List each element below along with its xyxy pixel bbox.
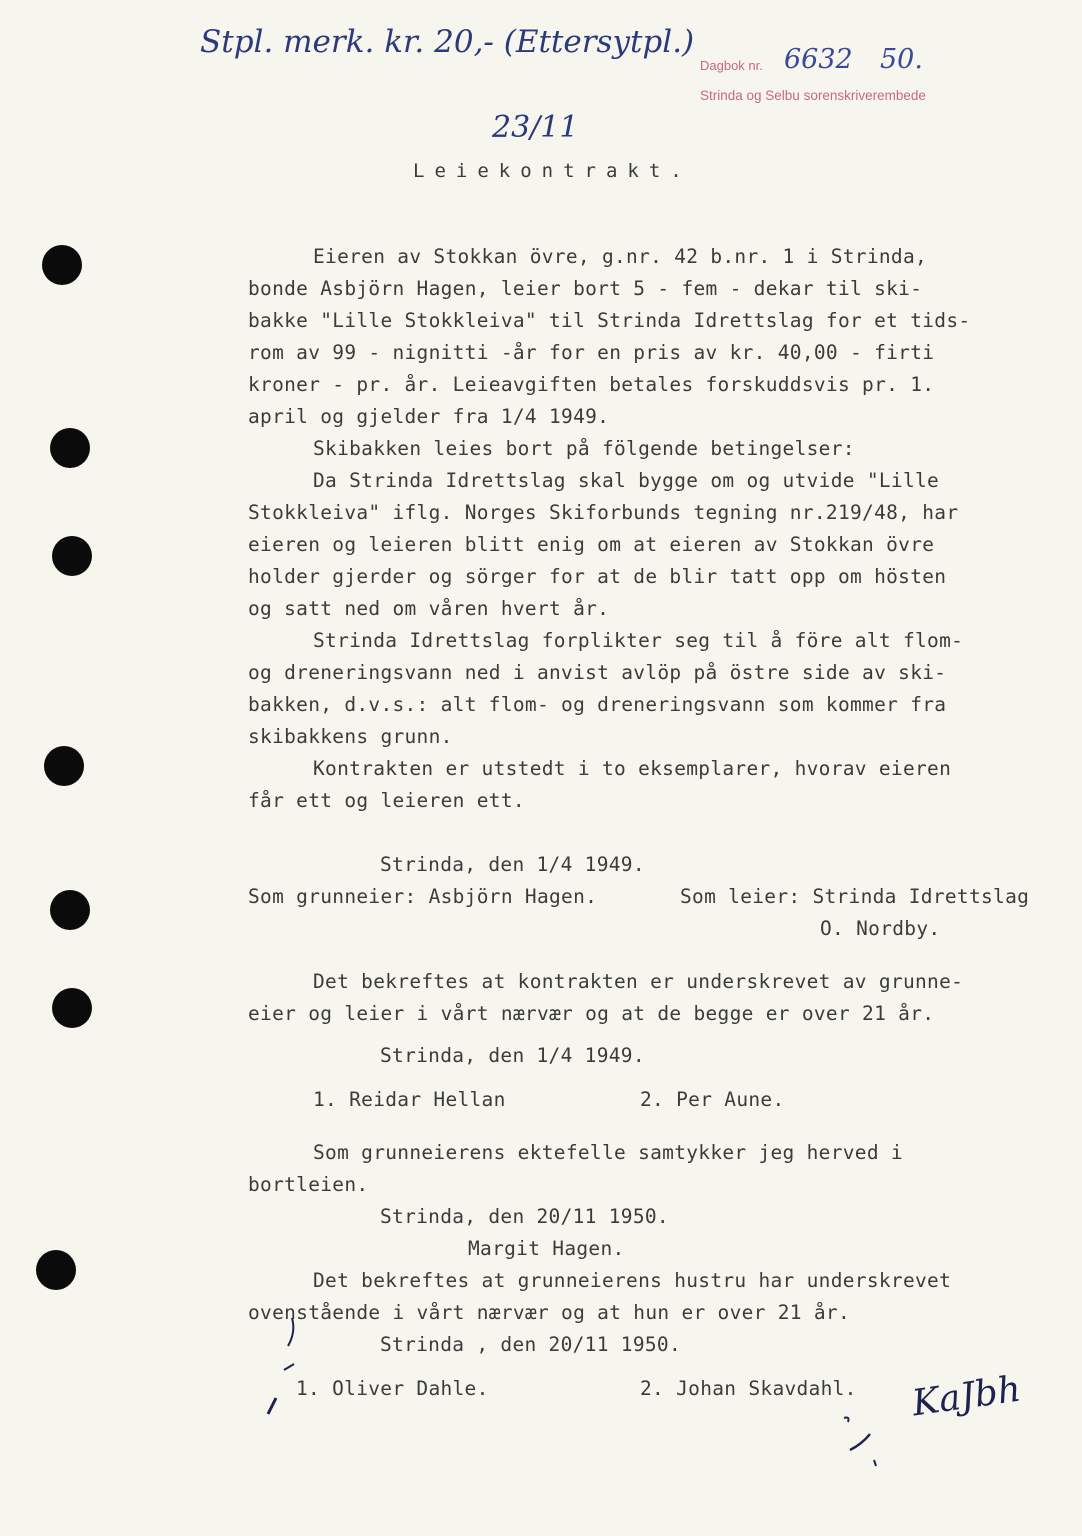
punch-hole [50, 428, 90, 468]
lessee-name: O. Nordby. [820, 917, 941, 940]
punch-hole [52, 536, 92, 576]
punch-hole [50, 890, 90, 930]
text-line: eieren og leieren blitt enig om at eieren av Stokkan övre [248, 533, 935, 556]
witness-2: 2. Per Aune. [640, 1088, 785, 1111]
text-line: ovenstående i vårt nærvær og at hun er over 21 år. [248, 1301, 850, 1324]
text-line: bortleien. [248, 1173, 369, 1196]
stamp-year: 50. [880, 44, 923, 75]
stamp-number: 6632 [784, 44, 853, 75]
text-line: Som grunneierens ektefelle samtykker jeg herved i [313, 1141, 903, 1164]
text-line: holder gjerder og sörger for at de blir tatt opp om hösten [248, 565, 947, 588]
text-line: får ett og leieren ett. [248, 789, 525, 812]
text-line: eier og leier i vårt nærvær og at de begge er over 21 år. [248, 1002, 935, 1025]
document-title: Leiekontrakt. [413, 160, 692, 182]
handwritten-reference: Stpl. merk. kr. 20,- (Ettersytpl.) [200, 24, 695, 60]
text-line: april og gjelder fra 1/4 1949. [248, 405, 610, 428]
text-line: kroner - pr. år. Leieavgiften betales forskuddsvis pr. 1. [248, 373, 935, 396]
text-line: Da Strinda Idrettslag skal bygge om og utvide "Lille [313, 469, 940, 492]
text-line: Eieren av Stokkan övre, g.nr. 42 b.nr. 1 i Strinda, [313, 245, 928, 268]
witness-1: 1. Reidar Hellan [313, 1088, 506, 1111]
register-stamp-line2: Strinda og Selbu sorenskriverembede [700, 88, 926, 103]
date-note: 23/11 [492, 110, 579, 145]
punch-hole [52, 988, 92, 1028]
lessee-signature-line: Som leier: Strinda Idrettslag [680, 885, 1030, 908]
text-line: Det bekreftes at grunneierens hustru har underskrevet [313, 1269, 952, 1292]
punch-hole [36, 1250, 76, 1290]
owner-signature-line: Som grunneier: Asbjörn Hagen. [248, 885, 598, 908]
spouse-name: Margit Hagen. [468, 1237, 625, 1260]
stamp-prefix: Dagbok nr. [700, 58, 763, 73]
text-line: Stokkleiva" iflg. Norges Skiforbunds tegning nr.219/48, har [248, 501, 959, 524]
place-date: Strinda, den 1/4 1949. [380, 853, 645, 876]
text-line: og dreneringsvann ned i anvist avlöp på östre side av ski- [248, 661, 947, 684]
text-line: og satt ned om våren hvert år. [248, 597, 610, 620]
text-line: bakke "Lille Stokkleiva" til Strinda Idrettslag for et tids- [248, 309, 971, 332]
punch-hole [42, 245, 82, 285]
text-line: rom av 99 - nignitti -år for en pris av kr. 40,00 - firti [248, 341, 935, 364]
witness-2: 2. Johan Skavdahl. [640, 1377, 857, 1400]
text-line: skibakkens grunn. [248, 725, 453, 748]
pen-mark-icon [262, 1310, 302, 1420]
witness-1: 1. Oliver Dahle. [296, 1377, 489, 1400]
text-line: bakken, d.v.s.: alt flom- og dreneringsvann som kommer fra [248, 693, 947, 716]
text-line: Kontrakten er utstedt i to eksemplarer, hvorav eieren [313, 757, 952, 780]
place-date: Strinda , den 20/11 1950. [380, 1333, 681, 1356]
text-line: Strinda Idrettslag forplikter seg til å före alt flom- [313, 629, 964, 652]
place-date: Strinda, den 1/4 1949. [380, 1044, 645, 1067]
initials-signature: KaJbh [909, 1368, 1024, 1425]
text-line: Skibakken leies bort på fölgende betingelser: [313, 437, 855, 460]
register-stamp-line1 [700, 58, 763, 73]
text-line: bonde Asbjörn Hagen, leier bort 5 - fem - dekar til ski- [248, 277, 923, 300]
punch-hole [44, 746, 84, 786]
place-date: Strinda, den 20/11 1950. [380, 1205, 669, 1228]
tick-mark-icon [836, 1410, 896, 1470]
text-line: Det bekreftes at kontrakten er underskrevet av grunne- [313, 970, 964, 993]
